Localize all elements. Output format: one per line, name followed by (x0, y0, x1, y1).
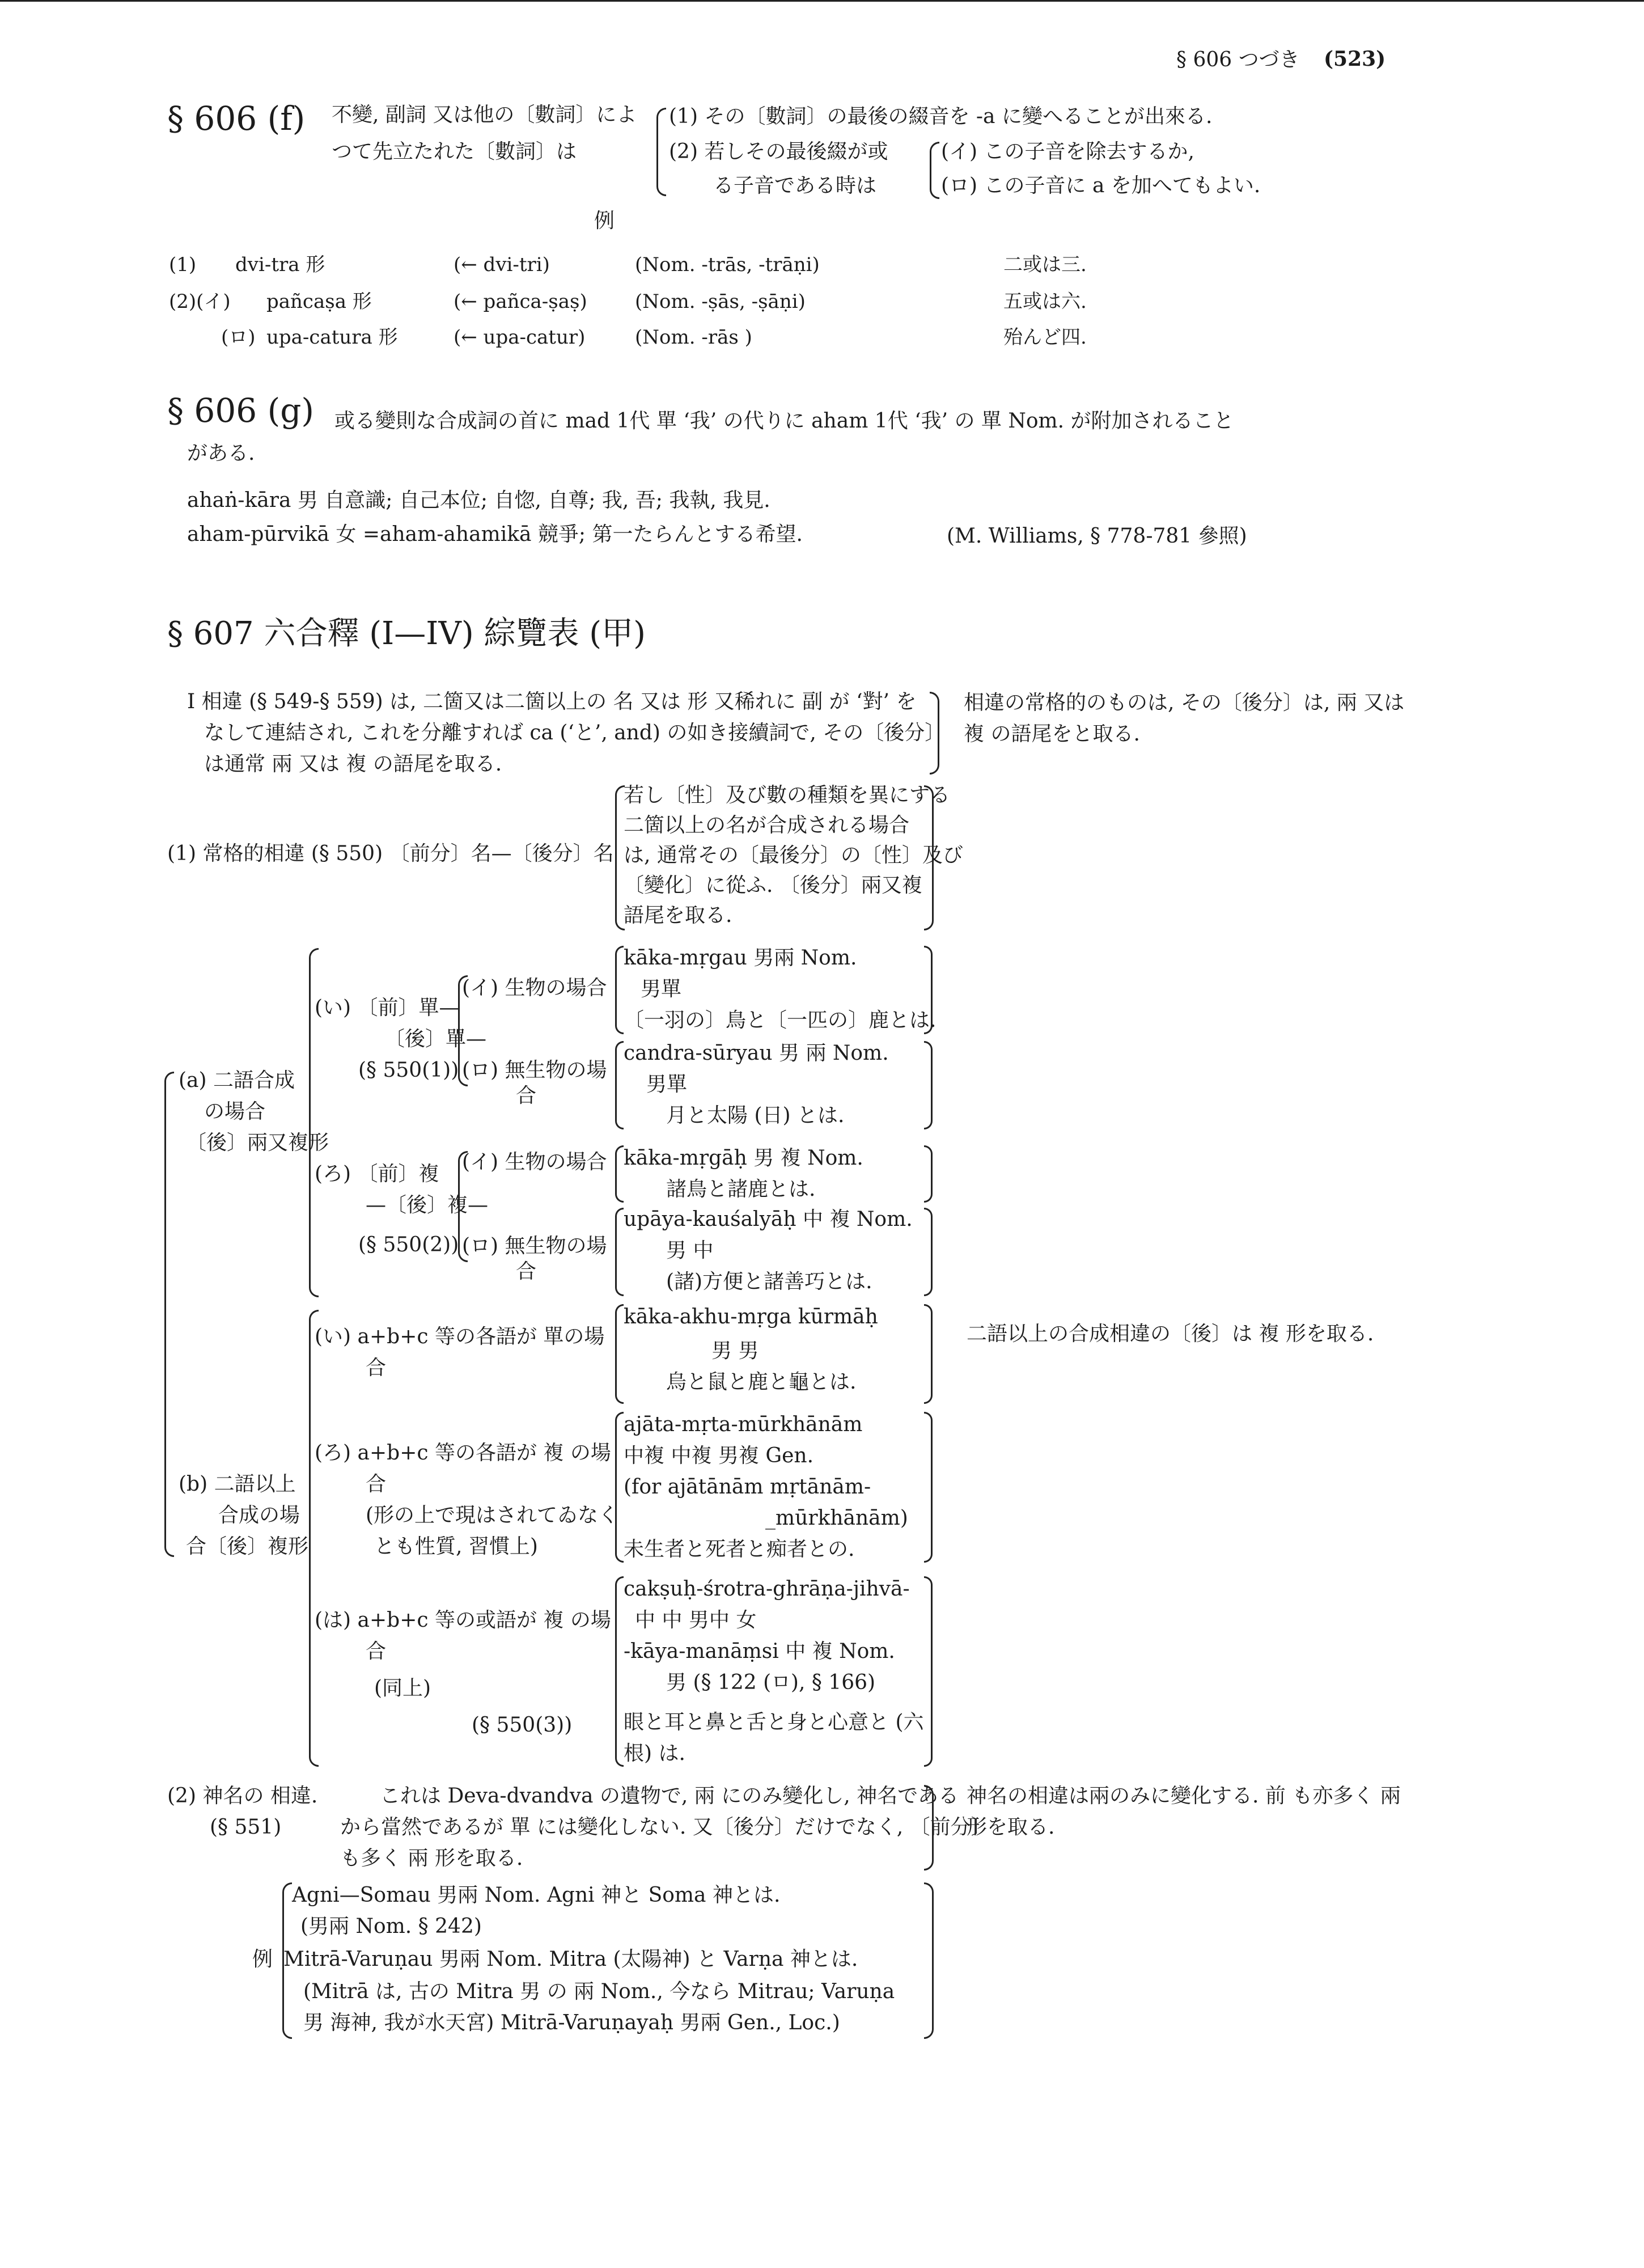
running-header: § 606 つづき (1176, 48, 1300, 71)
606f-example-gloss: 五或は六. (1003, 290, 1087, 313)
607-b-ro-ex-right-brace (924, 1412, 933, 1563)
607-a-ro-ex2-line: (諸)方便と諸善巧とは. (666, 1270, 872, 1293)
607-n2-right-line: 神名の相違は兩のみに變化する. 前 も亦多く 兩 (967, 1784, 1401, 1808)
607-a-ro-ex1-brace (615, 1145, 624, 1203)
607-b-ro-label: とも性質, 習慣上) (374, 1535, 538, 1558)
607-b-ro-label: (ろ) a+b+c 等の各語が 複 の場 (315, 1441, 611, 1465)
606f-example-from: (← pañca-ṣaṣ) (454, 290, 587, 313)
607-a-ro-ex2-brace (615, 1208, 624, 1296)
606f-intro-line2: つて先立たれた〔數詞〕は (332, 140, 577, 163)
607-n2-ex-line: Mitrā-Varuṇau 男兩 Nom. Mitra (太陽神) と Varṇa 神とは. (283, 1948, 858, 1971)
606f-example-from: (← upa-catur) (454, 326, 586, 349)
607-b-ha-ex-line: 眼と耳と鼻と舌と身と心意と (六 (624, 1711, 924, 1734)
607-a-i-label: (§ 550(1)) (358, 1059, 459, 1082)
607-a-ro-ex1-line: kāka-mṛgāḥ 男 複 Nom. (624, 1146, 863, 1170)
607-I-right-line1: 相違の常格的のものは, その〔後分〕は, 兩 又は (964, 691, 1405, 714)
606f-sub-brace (930, 142, 939, 199)
607-b-label: 合〔後〕複形 (186, 1535, 309, 1558)
607-b-i-label: (い) a+b+c 等の各語が 單の場 (315, 1325, 605, 1348)
607-n1-note-line: は, 通常その〔最後分〕の〔性〕及び (624, 844, 963, 867)
607-a-ro-ex2-line: upāya-kauśalyāḥ 中 複 Nom. (624, 1208, 913, 1231)
606g-example2: aham-pūrvikā 女 =aham-ahamikā 競爭; 第一たらんとする希望. (187, 523, 803, 546)
607-b-ro-ex-line: 未生者と死者と痴者との. (624, 1538, 855, 1561)
606f-example-nom: (Nom. -trās, -trāṇi) (635, 253, 820, 276)
607-n2-text-line: から當然であるが 單 には變化しない. 又〔後分〕だけでなく, 〔前分〕 (340, 1816, 992, 1839)
607-a-i-sub1: (イ) 生物の場合 (462, 976, 607, 1000)
607-a-i-ex2-line: 月と太陽 (日) とは. (666, 1104, 845, 1127)
607-b-i-ex-line: kāka-akhu-mṛga kūrmāḥ (624, 1305, 878, 1328)
607-a-i-label: 〔後〕單— (384, 1027, 487, 1051)
607-n2-ex-right-brace (924, 1882, 934, 2039)
607-a-i-ex1-line: kāka-mṛgau 男兩 Nom. (624, 946, 857, 970)
607-a-i-ex1-line: 男單 (641, 978, 682, 1001)
607-a-i-ex1-brace (615, 946, 624, 1034)
607-b-ha-ex-line: -kāya-manāṃsi 中 複 Nom. (624, 1640, 895, 1663)
606f-option2-line2: る子音である時は (713, 174, 877, 197)
607-a-ro-ex2-right-brace (924, 1208, 933, 1296)
607-n1-note-line: 若し〔性〕及び數の種類を異にする (624, 784, 951, 807)
607-a-i-ex2-right-brace (924, 1041, 933, 1129)
607-b-i-label: 合 (366, 1356, 387, 1380)
section-607-heading: § 607 六合釋 (I—IV) 綜覽表 (甲) (167, 615, 646, 652)
606f-example-gloss: 殆んど四. (1003, 326, 1087, 349)
606f-example-no: (1) (169, 253, 197, 276)
607-b-ro-ex-brace (615, 1412, 624, 1563)
607-a-ro-ex1-line: 諸鳥と諸鹿とは. (666, 1178, 816, 1201)
606f-option-brace (656, 108, 666, 196)
607-a-ro-label: —〔後〕複— (366, 1194, 489, 1217)
607-b-ha-ex-brace (615, 1576, 624, 1767)
607-a-ro-sub2: (ロ) 無生物の場 (462, 1234, 607, 1258)
607-n2-ex-line: 男 海神, 我が水天宮) Mitrā-Varuṇayaḥ 男兩 Gen., Loc.) (303, 2011, 840, 2034)
607-a-ro-ex1-right-brace (924, 1145, 933, 1203)
607-n1-note-line: 〔變化〕に從ふ. 〔後分〕兩又複 (624, 874, 922, 897)
607-n2-text-line: も多く 兩 形を取る. (340, 1847, 523, 1870)
607-a-ro-label: (ろ) 〔前〕複 (315, 1162, 439, 1186)
606g-text-line1: 或る變則な合成詞の首に mad 1代 單 ‘我’ の代りに aham 1代 ‘我’ の 單 Nom. が附加されること (334, 409, 1234, 433)
606f-example-from: (← dvi-tri) (454, 253, 550, 276)
606f-example-word: upa-catura 形 (266, 326, 398, 349)
606f-example-word: dvi-tra 形 (235, 253, 325, 276)
607-n2-rei-label: 例 (252, 1948, 273, 1971)
607-n2-ex-line: (Mitrā は, 古の Mitra 男 の 兩 Nom., 今なら Mitrau; Varuṇa (303, 1980, 895, 2003)
607-b-ro-ex-line: 中複 中複 男複 Gen. (624, 1444, 814, 1467)
607-a-i-sub2: 合 (516, 1084, 537, 1107)
607-b-ro-ex-line: ajāta-mṛta-mūrkhānām (624, 1413, 863, 1436)
607-a-ro-sub1: (イ) 生物の場合 (462, 1150, 607, 1174)
607-big-left-brace (164, 1072, 174, 1557)
606f-intro-line1: 不變, 副詞 又は他の〔數詞〕によ (332, 103, 637, 126)
607-n2-label: (2) 神名の 相違. (167, 1784, 318, 1808)
607-b-ro-ex-line: _mūrkhānām) (765, 1507, 908, 1530)
607-b-i-ex-line: 烏と鼠と鹿と龜とは. (666, 1370, 857, 1394)
606f-example-gloss: 二或は三. (1003, 253, 1087, 276)
607-n2-ex-line: (男兩 Nom. § 242) (300, 1915, 482, 1938)
606g-example1: ahaṅ-kāra 男 自意識; 自己本位; 自惚, 自尊; 我, 吾; 我執, 我見. (187, 489, 770, 512)
607-b-i-ex-brace (615, 1304, 624, 1404)
top-rule (0, 0, 1644, 2)
607-b-ha-label: (同上) (374, 1677, 431, 1700)
section-606f-heading: § 606 (f) (167, 99, 306, 138)
607-b-brace (309, 1310, 319, 1767)
606f-sub-ro: (ロ) この子音に a を加へてもよい. (941, 174, 1261, 197)
607-n2-right-line: 形を取る. (967, 1816, 1055, 1839)
606g-text-line2: がある. (187, 442, 255, 465)
607-I-line1: I 相違 (§ 549-§ 559) は, 二箇又は二箇以上の 名 又は 形 又稀れに 副 が ‘對’ を (187, 690, 917, 713)
607-b-i-ex-line: 男 男 (711, 1339, 759, 1363)
607-n1-note-line: 二箇以上の名が合成される場合 (624, 814, 910, 837)
607-b-ha-label: 合 (366, 1640, 387, 1663)
607-a-i-ex2-line: 男單 (646, 1073, 688, 1096)
606f-example-nom: (Nom. -ṣās, -ṣāṇi) (635, 290, 806, 313)
607-b-ha-label: (は) a+b+c 等の或語が 複 の場 (315, 1609, 611, 1632)
607-a-i-ex1-line: 〔一羽の〕鳥と〔一匹の〕鹿とは. (624, 1009, 937, 1032)
607-n2-text-line: これは Deva-dvandva の遺物で, 兩 にのみ變化し, 神名である (380, 1784, 959, 1808)
607-a-i-label: (い) 〔前〕單— (315, 996, 460, 1019)
607-I-line3: は通常 兩 又は 複 の語尾を取る. (204, 752, 502, 776)
607-a-label: 〔後〕兩又複形 (186, 1131, 329, 1154)
607-b-label: (b) 二語以上 (179, 1472, 296, 1496)
607-a-i-sub2: (ロ) 無生物の場 (462, 1059, 607, 1082)
607-b-ro-ex-line: (for ajātānām mṛtānām- (624, 1475, 871, 1499)
page-number: (523) (1324, 47, 1386, 71)
606g-reference: (M. Williams, § 778-781 參照) (947, 524, 1247, 548)
607-b-i-right: 二語以上の合成相違の〔後〕は 複 形を取る. (967, 1322, 1374, 1345)
607-a-ro-ex2-line: 男 中 (666, 1239, 714, 1262)
607-n2-ex-line: Agni—Somau 男兩 Nom. Agni 神と Soma 神とは. (292, 1884, 781, 1907)
607-b-label: 合成の場 (218, 1504, 300, 1527)
607-n1-label: (1) 常格的相違 (§ 550) 〔前分〕名—〔後分〕名 (167, 842, 614, 865)
607-n1-note-line: 語尾を取る. (624, 904, 732, 927)
606f-example-no: (ロ) (221, 326, 256, 349)
606f-rei-label: 例 (594, 209, 615, 232)
607-b-ha-label: (§ 550(3)) (472, 1713, 573, 1737)
607-a-ro-sub2: 合 (516, 1260, 537, 1283)
607-I-right-line2: 複 の語尾をと取る. (964, 722, 1140, 746)
607-b-ro-label: 合 (366, 1472, 387, 1496)
607-a-label: の場合 (204, 1100, 266, 1123)
607-a-ro-label: (§ 550(2)) (358, 1233, 459, 1256)
607-b-ha-ex-right-brace (924, 1576, 933, 1767)
607-a-i-ex2-line: candra-sūryau 男 兩 Nom. (624, 1042, 889, 1065)
606f-example-word: pañcaṣa 形 (266, 290, 372, 313)
607-b-ha-ex-line: cakṣuḥ-śrotra-ghrāṇa-jihvā- (624, 1577, 910, 1601)
607-I-line2: なして連結され, これを分離すれば ca (‘と’, and) の如き接續詞で, その〔後分〕 (204, 721, 946, 744)
606f-example-no: (2)(イ) (169, 290, 231, 313)
607-b-ha-ex-line: 中 中 男中 女 (635, 1609, 757, 1632)
606f-option2-line1: (2) 若しその最後綴が或 (669, 140, 888, 163)
606f-example-nom: (Nom. -rās ) (635, 326, 752, 349)
607-I-right-brace (930, 692, 939, 775)
607-b-ha-ex-line: 根) は. (624, 1742, 685, 1765)
607-b-ro-label: (形の上で現はされてゐなく (366, 1504, 619, 1527)
606f-sub-i: (イ) この子音を除去するか, (941, 140, 1194, 163)
607-b-i-ex-right-brace (924, 1304, 933, 1404)
section-606g-heading: § 606 (g) (167, 391, 314, 430)
607-n2-right-brace (924, 1785, 934, 1871)
607-b-ha-ex-line: 男 (§ 122 (ㅁ), § 166) (666, 1671, 876, 1694)
606f-option1: (1) その〔數詞〕の最後の綴音を -a に變へることが出來る. (669, 105, 1213, 128)
607-a-i-ex2-brace (615, 1041, 624, 1129)
607-n2-label: (§ 551) (210, 1816, 282, 1839)
607-a-label: (a) 二語合成 (179, 1069, 295, 1092)
